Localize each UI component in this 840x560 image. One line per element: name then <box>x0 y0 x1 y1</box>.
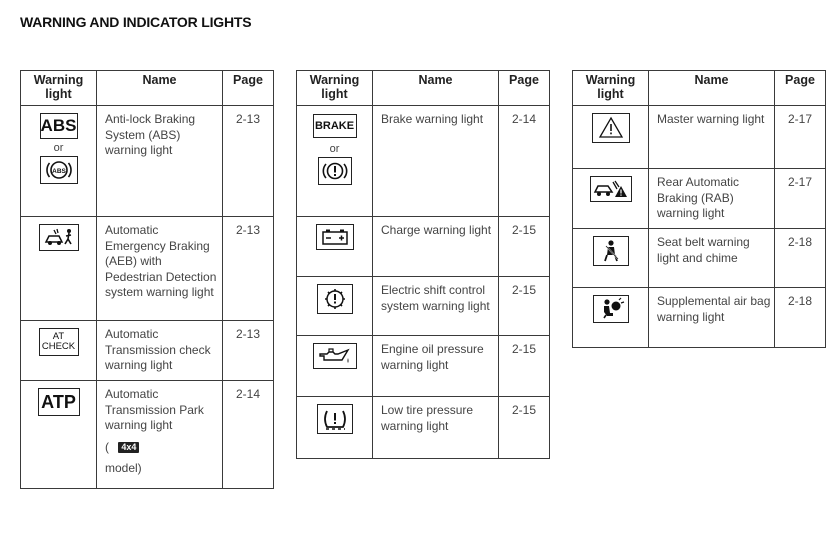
table-header-row <box>573 71 826 106</box>
icon-cell <box>21 321 97 381</box>
header-name: Name <box>373 71 499 106</box>
page-ref: 2-18 <box>775 229 826 288</box>
page-ref: 2-15 <box>499 397 550 459</box>
four-by-four-badge: 4x4 <box>118 442 139 453</box>
warning-name: Brake warning light <box>373 106 499 217</box>
page-ref: 2-14 <box>223 381 274 489</box>
page-ref: 2-17 <box>775 169 826 229</box>
warning-lights-table-2 <box>296 70 550 459</box>
warning-name: Seat belt warning light and chime <box>649 229 775 288</box>
at-check-icon: AT CHECK <box>39 328 79 356</box>
table-header-row <box>297 71 550 106</box>
page-ref: 2-15 <box>499 277 550 336</box>
icon-cell <box>297 217 373 277</box>
model-note <box>105 440 142 477</box>
header-name: Name <box>97 71 223 106</box>
table-row <box>573 229 826 288</box>
header-name: Name <box>649 71 775 106</box>
oil-can-icon <box>313 343 357 369</box>
page-title: WARNING AND INDICATOR LIGHTS <box>20 14 252 30</box>
abs-icon: ABS <box>40 113 78 139</box>
table-header-row <box>21 71 274 106</box>
table-row <box>297 397 550 459</box>
tire-pressure-icon <box>317 404 353 434</box>
table-row <box>21 217 274 321</box>
icon-cell <box>573 169 649 229</box>
table-row <box>21 321 274 381</box>
icon-cell <box>297 277 373 336</box>
master-warning-triangle-icon <box>592 113 630 143</box>
page-ref: 2-15 <box>499 336 550 397</box>
table-row <box>573 288 826 348</box>
icon-cell <box>21 381 97 489</box>
table-row <box>297 106 550 217</box>
or-label: or <box>53 142 64 154</box>
table-row <box>21 106 274 217</box>
or-label: or <box>329 143 340 155</box>
warning-name: Master warning light <box>649 106 775 169</box>
icon-cell <box>297 106 373 217</box>
table-row <box>297 277 550 336</box>
header-page: Page <box>223 71 274 106</box>
warning-name: Low tire pressure warning light <box>373 397 499 459</box>
abs-circle-text: ABS <box>51 167 66 175</box>
table-row <box>297 336 550 397</box>
airbag-icon <box>593 295 629 323</box>
icon-cell <box>21 106 97 217</box>
warning-name: Anti-lock Braking System (ABS) warning light <box>97 106 223 217</box>
page-ref: 2-18 <box>775 288 826 348</box>
icon-cell <box>21 217 97 321</box>
brake-abs-circle-icon <box>40 156 78 184</box>
header-warning-light: Warning light <box>297 71 373 106</box>
header-warning-light: Warning light <box>573 71 649 106</box>
page-ref: 2-13 <box>223 321 274 381</box>
header-page: Page <box>499 71 550 106</box>
battery-icon <box>316 224 354 250</box>
table-row <box>297 217 550 277</box>
paren-open: ( <box>105 439 109 454</box>
model-text: model) <box>105 461 142 476</box>
page-ref: 2-13 <box>223 217 274 321</box>
warning-name: Electric shift control system warning light <box>373 277 499 336</box>
icon-cell <box>297 336 373 397</box>
brake-text-icon: BRAKE <box>313 114 357 138</box>
warning-name: Automatic Emergency Braking (AEB) with Pedestrian Detection system warning light <box>97 217 223 321</box>
icon-cell <box>297 397 373 459</box>
header-warning-light: Warning light <box>21 71 97 106</box>
electric-shift-icon <box>317 284 353 314</box>
icon-cell <box>573 288 649 348</box>
warning-lights-table-3 <box>572 70 826 348</box>
page-ref: 2-13 <box>223 106 274 217</box>
page-ref: 2-17 <box>775 106 826 169</box>
table-row <box>21 381 274 489</box>
warning-name: Supplemental air bag warning light <box>649 288 775 348</box>
seat-belt-icon <box>593 236 629 266</box>
warning-lights-table-1 <box>20 70 274 489</box>
warning-name: Rear Automatic Braking (RAB) warning light <box>649 169 775 229</box>
warning-name: Charge warning light <box>373 217 499 277</box>
icon-cell <box>573 229 649 288</box>
warning-name <box>97 381 223 489</box>
icon-cell <box>573 106 649 169</box>
aeb-pedestrian-icon <box>39 224 79 251</box>
page-ref: 2-15 <box>499 217 550 277</box>
warning-name-text: Automatic Transmission Park warning light <box>105 387 204 433</box>
table-row <box>573 106 826 169</box>
page-ref: 2-14 <box>499 106 550 217</box>
atp-icon: ATP <box>38 388 80 416</box>
table-row <box>573 169 826 229</box>
brake-circle-icon <box>318 157 352 185</box>
rear-braking-icon <box>590 176 632 202</box>
header-page: Page <box>775 71 826 106</box>
warning-name: Engine oil pressure warning light <box>373 336 499 397</box>
warning-name: Automatic Transmission check warning light <box>97 321 223 381</box>
